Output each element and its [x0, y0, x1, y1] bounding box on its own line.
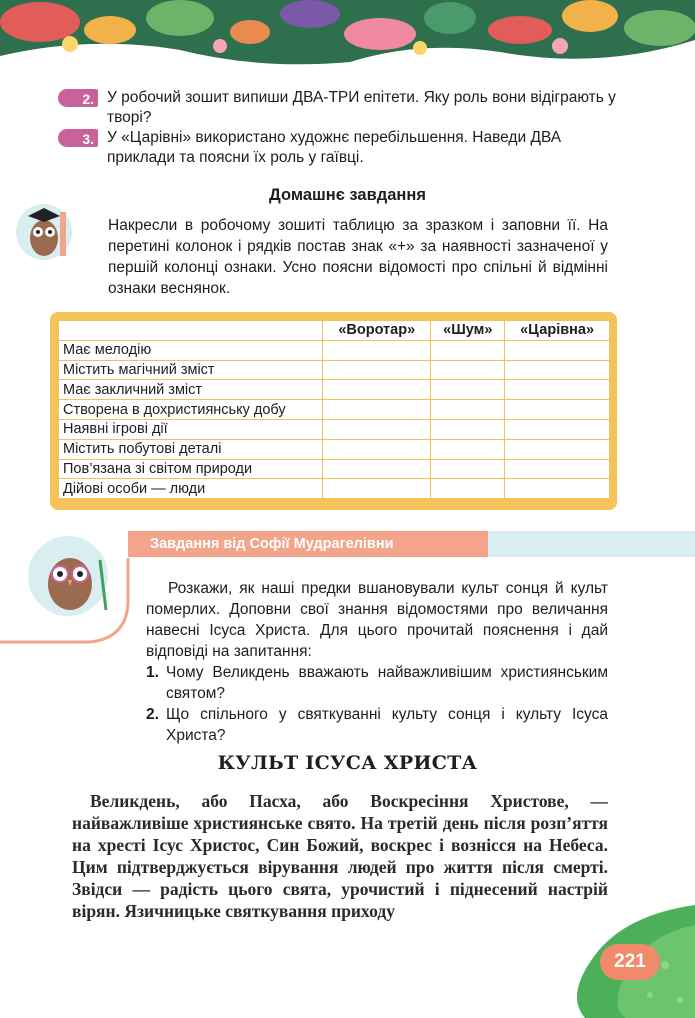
- table-cell: [505, 360, 610, 380]
- article-text: Великдень, або Пасха, або Воскресіння Христове, — найважливіше християнське свято. На третій день після розп’яття на хресті Ісус Христос, Син Божий, воскрес і вознісся на Небеса. Цим підтверджується вірування людей про життя після смерті. Звідси — радість цього свята, урочистий і піднесений настрій вірян. Язичницьке святкування приходу: [72, 791, 608, 921]
- table-row-label: Створена в дохристиянську добу: [59, 400, 323, 420]
- table-row: [59, 459, 610, 479]
- comparison-table-frame: [50, 312, 617, 510]
- table-row-label: Наявні ігрові дії: [59, 419, 323, 439]
- table-row-label: Містить побутові деталі: [59, 439, 323, 459]
- table-header-cell: «Царівна»: [505, 321, 610, 341]
- table-header-cell: «Шум»: [431, 321, 505, 341]
- table-cell: [505, 479, 610, 499]
- table-row-label: Має мелодію: [59, 340, 323, 360]
- homework-text: Накресли в робочому зошиті таблицю за зразком і заповни її. На перетині колонок і рядків постав знак «+» за наявності зазначеної у першій колонці ознаки. Усно поясни відомості про спільні й відмінні ознаки веснянок.: [108, 217, 608, 297]
- table-row: [59, 400, 610, 420]
- sofia-task-text: Розкажи, як наші предки вшановували культ сонця й культ померлих. Доповни свої знання відомостями про величання навесні Ісуса Христа. Для цього прочитай пояснення і дай відповіді на запитання:: [146, 580, 608, 660]
- table-cell: [323, 439, 431, 459]
- sofia-task-title: Завдання від Софії Мудрагелівни: [128, 531, 488, 557]
- table-row-label: Має закличний зміст: [59, 380, 323, 400]
- table-cell: [323, 340, 431, 360]
- sofia-question-list: [146, 662, 608, 746]
- table-cell: [431, 380, 505, 400]
- table-cell: [431, 340, 505, 360]
- list-item-text: Що спільного у святкуванні культу сонця і культу Ісуса Христа?: [166, 706, 608, 744]
- table-cell: [505, 459, 610, 479]
- list-item: [146, 662, 608, 704]
- owl-graduate-icon: [14, 198, 76, 264]
- table-row: [59, 340, 610, 360]
- page-number: 221: [600, 944, 660, 980]
- table-header-cell: «Воротар»: [323, 321, 431, 341]
- owl-teacher-icon: [26, 530, 116, 622]
- table-row: [59, 380, 610, 400]
- table-row: [59, 439, 610, 459]
- list-item-text: Чому Великдень вважають найважливішим християнським святом?: [166, 664, 608, 702]
- table-cell: [505, 400, 610, 420]
- table-row-label: Містить магічний зміст: [59, 360, 323, 380]
- question-2: [58, 88, 618, 128]
- sofia-bar-extension: [488, 531, 695, 557]
- table-cell: [505, 439, 610, 459]
- question-text: У «Царівні» використано художнє перебільшення. Наведи ДВА приклади та поясни їх роль у гаївці.: [107, 129, 562, 166]
- table-cell: [505, 340, 610, 360]
- table-cell: [431, 360, 505, 380]
- table-cell: [505, 380, 610, 400]
- homework-title: Домашнє завдання: [269, 186, 426, 204]
- table-header-cell: [59, 321, 323, 341]
- question-text: У робочий зошит випиши ДВА-ТРИ епітети. Яку роль вони відіграють у творі?: [107, 89, 616, 126]
- table-row-label: Пов’язана зі світом природи: [59, 459, 323, 479]
- floral-banner: [0, 0, 695, 70]
- table-cell: [323, 459, 431, 479]
- table-cell: [431, 400, 505, 420]
- table-row: [59, 419, 610, 439]
- table-cell: [505, 419, 610, 439]
- table-cell: [431, 459, 505, 479]
- table-cell: [323, 419, 431, 439]
- list-item-number: 2.: [146, 706, 159, 723]
- table-header-row: [59, 321, 610, 341]
- list-item-number: 1.: [146, 664, 159, 681]
- table-cell: [431, 439, 505, 459]
- table-cell: [323, 400, 431, 420]
- table-cell: [323, 360, 431, 380]
- article-title: КУЛЬТ ІСУСА ХРИСТА: [217, 752, 478, 774]
- table-cell: [323, 380, 431, 400]
- table-cell: [431, 479, 505, 499]
- comparison-table: [58, 320, 610, 499]
- table-row: [59, 479, 610, 499]
- table-cell: [431, 419, 505, 439]
- question-number: 3.: [58, 129, 98, 147]
- list-item: [146, 704, 608, 746]
- question-number: 2.: [58, 89, 98, 107]
- table-cell: [323, 479, 431, 499]
- question-3: [58, 128, 618, 168]
- table-row-label: Дійові особи — люди: [59, 479, 323, 499]
- table-row: [59, 360, 610, 380]
